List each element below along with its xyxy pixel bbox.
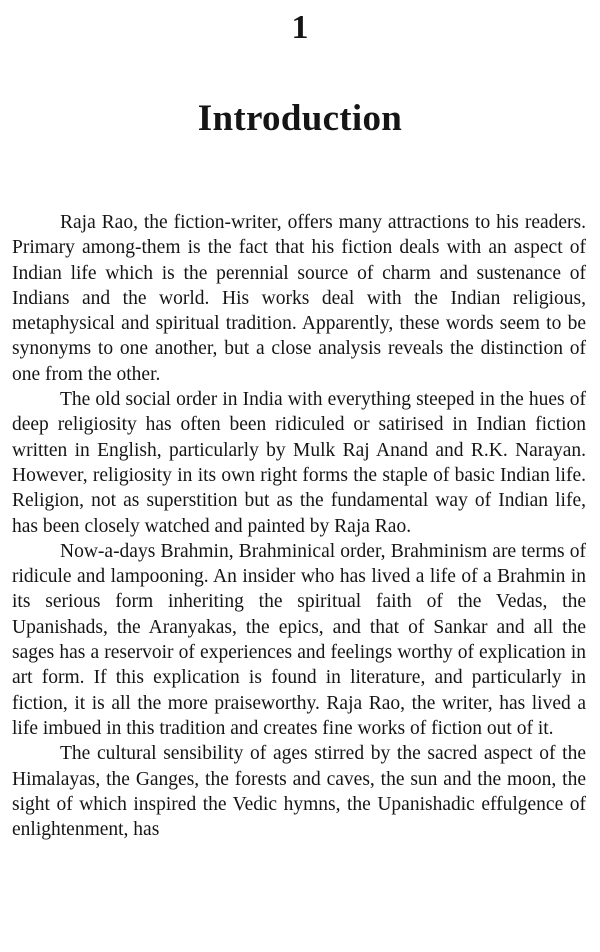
chapter-title: Introduction (197, 98, 403, 139)
paragraph: The old social order in India with everything steeped in the hues of deep religiosity has often been ridiculed or satirised in Indian fiction written in English, particularly by Mulk Raj Anand and R.K. Narayan. However, religiosity in its own right forms the staple of basic Indian life. Religion, not as superstition but as the fundamental way of Indian life, has been closely watched and painted by Raja Rao. (12, 389, 586, 537)
chapter-body (12, 210, 586, 842)
paragraph: The cultural sensibility of ages stirred by the sacred aspect of the Himalayas, the Ganges, the forests and caves, the sun and the moon, the sight of which inspired the Vedic hymns, the Upanishadic effulgence of enlightenment, has (12, 743, 586, 841)
paragraph: Now-a-days Brahmin, Brahminical order, Brahminism are terms of ridicule and lampooning. An insider who has lived a life of a Brahmin in its serious form inheriting the spiritual faith of the Vedas, the Upanishads, the Aranyakas, the epics, and that of Sankar and all the sages has a reservoir of experiences and feelings worthy of explication in art form. If this explication is found in literature, and particularly in fiction, it is all the more praiseworthy. Raja Rao, the writer, has lived a life imbued in this tradition and creates fine works of fiction out of it. (12, 540, 586, 739)
paragraph: Raja Rao, the fiction-writer, offers many attractions to his readers. Primary among-them is the fact that his fiction deals with an aspect of Indian life which is the perennial source of charm and sustenance of Indians and the world. His works deal with the Indian religious, metaphysical and spiritual tradition. Apparently, these words seem to be synonyms to one another, but a close analysis reveals the distinction of one from the other. (12, 212, 586, 385)
chapter-number: 1 (291, 9, 309, 46)
